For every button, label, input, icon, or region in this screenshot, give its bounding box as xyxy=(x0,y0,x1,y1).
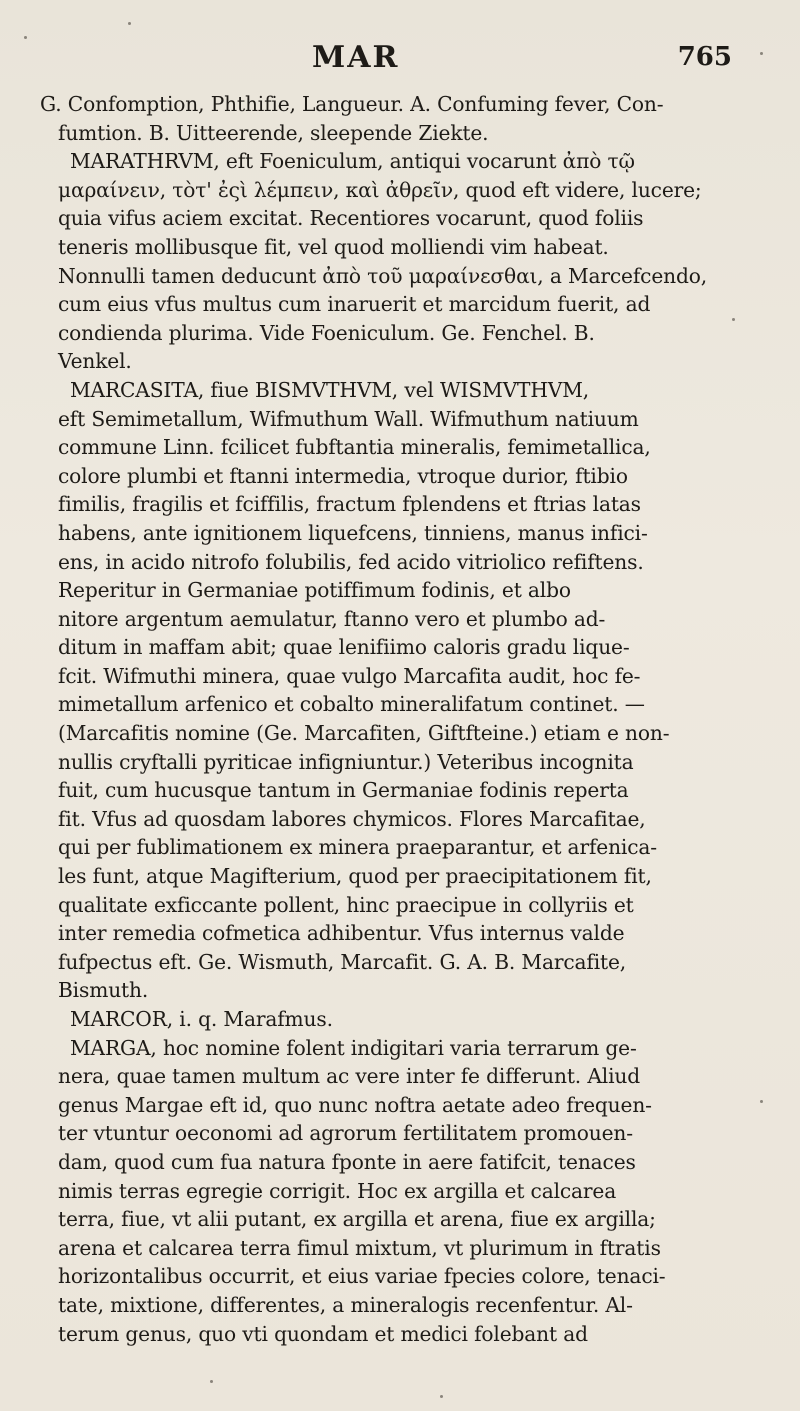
paper-speck xyxy=(760,1100,763,1103)
text-line: colore plumbi et ftanni intermedia, vtroque durior, ftibio xyxy=(58,463,628,488)
text-line: nitore argentum aemulatur, ftanno vero et plumbo ad- xyxy=(58,606,606,631)
text-line: qualitate exficcante pollent, hinc praecipue in collyriis et xyxy=(58,892,634,917)
text-line: fufpectus eft. Ge. Wismuth, Marcafit. G. A. B. Marcafite, xyxy=(58,949,627,974)
paper-speck xyxy=(440,1395,443,1398)
text-line: habens, ante ignitionem liquefcens, tinniens, manus infici- xyxy=(58,520,648,545)
text-line: nullis cryftalli pyriticae infigniuntur.) Veteribus incognita xyxy=(58,749,634,774)
text-line: quia vifus aciem excitat. Recentiores vocarunt, quod foliis xyxy=(58,206,644,231)
text-line: (Marcafitis nomine (Ge. Marcafiten, Giftfteine.) etiam e non- xyxy=(58,721,670,746)
text-line: eft Semimetallum, Wifmuthum Wall. Wifmuthum natiuum xyxy=(58,406,639,431)
text-line: les funt, atque Magifterium, quod per praecipitationem fit, xyxy=(58,864,652,889)
text-line: fit. Vfus ad quosdam labores chymicos. Flores Marcafitae, xyxy=(58,806,646,831)
text-line: fimilis, fragilis et fciffilis, fractum fplendens et ftrias latas xyxy=(58,492,641,517)
text-body xyxy=(40,90,770,1348)
text-line: G. Confomption, Phthifie, Langueur. A. Confuming fever, Con- xyxy=(40,92,664,116)
text-line: Bismuth. xyxy=(58,978,149,1003)
running-head-word: MAR xyxy=(312,40,400,75)
text-line: terra, fiue, vt alii putant, ex argilla et arena, fiue ex argilla; xyxy=(58,1207,656,1232)
text-line: terum genus, quo vti quondam et medici folebant ad xyxy=(58,1321,588,1346)
text-line: μαραίνειν, τὸτ' ἐςὶ λέμπειν, καὶ ἀθρεῖν, quod eft videre, lucere; xyxy=(58,177,702,202)
text-line: Nonnulli tamen deducunt ἀπὸ τοῦ μαραίνεσθαι, a Marcefcendo, xyxy=(58,263,708,288)
text-line: genus Margae eft id, quo nunc noftra aetate adeo frequen- xyxy=(58,1092,652,1117)
paper-speck xyxy=(732,318,735,321)
text-line: teneris mollibusque fit, vel quod molliendi vim habeat. xyxy=(58,234,609,259)
text-line: cum eius vfus multus cum inaruerit et marcidum fuerit, ad xyxy=(58,292,651,317)
text-line: inter remedia cofmetica adhibentur. Vfus internus valde xyxy=(58,921,625,946)
text-line: Venkel. xyxy=(58,349,132,374)
text-line: Reperitur in Germaniae potiffimum fodinis, et albo xyxy=(58,578,571,603)
text-line: nera, quae tamen multum ac vere inter fe differunt. Aliud xyxy=(58,1064,641,1089)
running-header xyxy=(60,40,760,80)
text-line: tate, mixtione, differentes, a mineralogis recenfentur. Al- xyxy=(58,1292,633,1317)
text-line: fcit. Wifmuthi minera, quae vulgo Marcafita audit, hoc fe- xyxy=(58,663,641,688)
text-line: condienda plurima. Vide Foeniculum. Ge. Fenchel. B. xyxy=(58,320,595,345)
paper-speck xyxy=(128,22,131,25)
text-line: arena et calcarea terra fimul mixtum, vt plurimum in ftratis xyxy=(58,1235,661,1260)
text-line: dam, quod cum fua natura fponte in aere fatifcit, tenaces xyxy=(58,1149,636,1174)
paper-speck xyxy=(760,52,763,55)
entry-heading-line: MARCASITA, fiue BISMVTHVM, vel WISMVTHVM, xyxy=(70,377,590,402)
text-line: horizontalibus occurrit, et eius variae fpecies colore, tenaci- xyxy=(58,1264,666,1289)
text-line: mimetallum arfenico et cobalto mineralifatum continet. — xyxy=(58,692,645,717)
text-line: fumtion. B. Uitteerende, sleepende Ziekte. xyxy=(58,120,489,145)
text-line: ditum in maffam abit; quae lenifiimo caloris gradu lique- xyxy=(58,635,630,660)
paper-speck xyxy=(24,36,27,39)
paper-speck xyxy=(210,1380,213,1383)
text-line: ens, in acido nitrofo folubilis, fed acido vitriolico refiftens. xyxy=(58,549,644,574)
text-line: ter vtuntur oeconomi ad agrorum fertilitatem promouen- xyxy=(58,1121,633,1146)
text-line: qui per fublimationem ex minera praeparantur, et arfenica- xyxy=(58,835,657,860)
text-line: commune Linn. fcilicet fubftantia mineralis, femimetallica, xyxy=(58,435,651,460)
text-line: nimis terras egregie corrigit. Hoc ex argilla et calcarea xyxy=(58,1178,617,1203)
page-number: 765 xyxy=(677,42,732,72)
entry-heading-line: MARATHRVM, eft Foeniculum, antiqui vocarunt ἀπὸ τῷ xyxy=(70,149,635,174)
entry-heading-line: MARCOR, i. q. Marafmus. xyxy=(70,1007,333,1031)
text-line: fuit, cum hucusque tantum in Germaniae fodinis reperta xyxy=(58,778,629,803)
entry-heading-line: MARGA, hoc nomine folent indigitari varia terrarum ge- xyxy=(70,1035,637,1060)
